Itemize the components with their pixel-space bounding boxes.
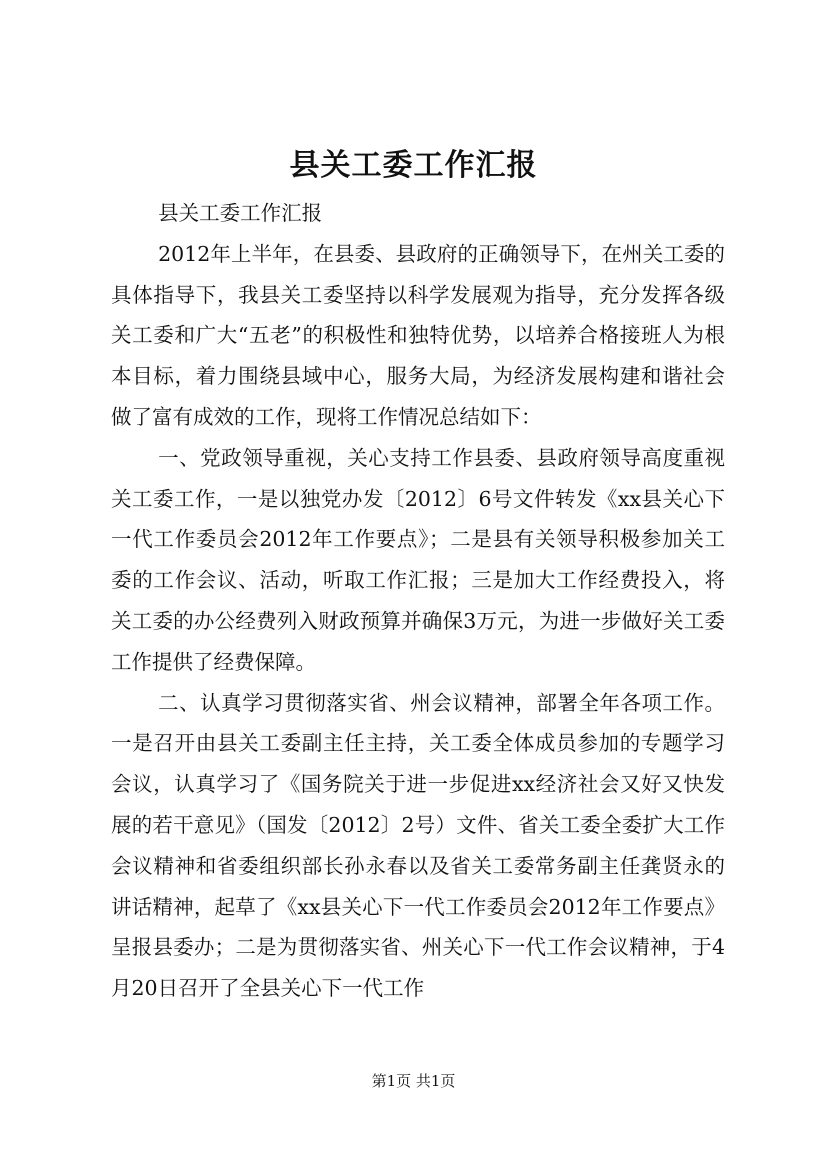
- document-title: 县关工委工作汇报: [289, 148, 538, 183]
- paragraph-section-two: 二、认真学习贯彻落实省、州会议精神，部署全年各项工作。一是召开由县关工委副主任主持，关工委全体成员参加的专题学习会议，认真学习了《国务院关于进一步促进xx经济社会又好又快发展的若干意见》（国发〔2012〕2号）文件、省关工委全委扩大工作会议精神和省委组织部长孙永春以及省关工委常务副主任龚贤永的讲话精神，起草了《xx县关心下一代工作委员会2012年工作要点》呈报县委办；二是为贯彻落实省、州关心下一代工作会议精神，于4月20日召开了全县关心下一代工作: [111, 690, 725, 1001]
- paragraph-section-one: 一、党政领导重视，关心支持工作县委、县政府领导高度重视关工委工作，一是以独党办发〔2012〕6号文件转发《xx县关心下一代工作委员会2012年工作要点》；二是县有关领导积极参加关工委的工作会议、活动，听取工作汇报；三是加大工作经费投入，将关工委的办公经费列入财政预算并确保3万元，为进一步做好关工委工作提供了经费保障。: [111, 445, 725, 674]
- page-number-footer: 第1页 共1页: [371, 1072, 456, 1090]
- document-body: [111, 193, 725, 1009]
- paragraph-subtitle: 县关工委工作汇报: [158, 201, 323, 225]
- paragraph-intro: 2012年上半年，在县委、县政府的正确领导下，在州关工委的具体指导下，我县关工委坚持以科学发展观为指导，充分发挥各级关工委和广大“五老”的积极性和独特优势，以培养合格接班人为根本目标，着力围绕县域中心，服务大局，为经济发展构建和谐社会做了富有成效的工作，现将工作情况总结如下：: [111, 241, 725, 429]
